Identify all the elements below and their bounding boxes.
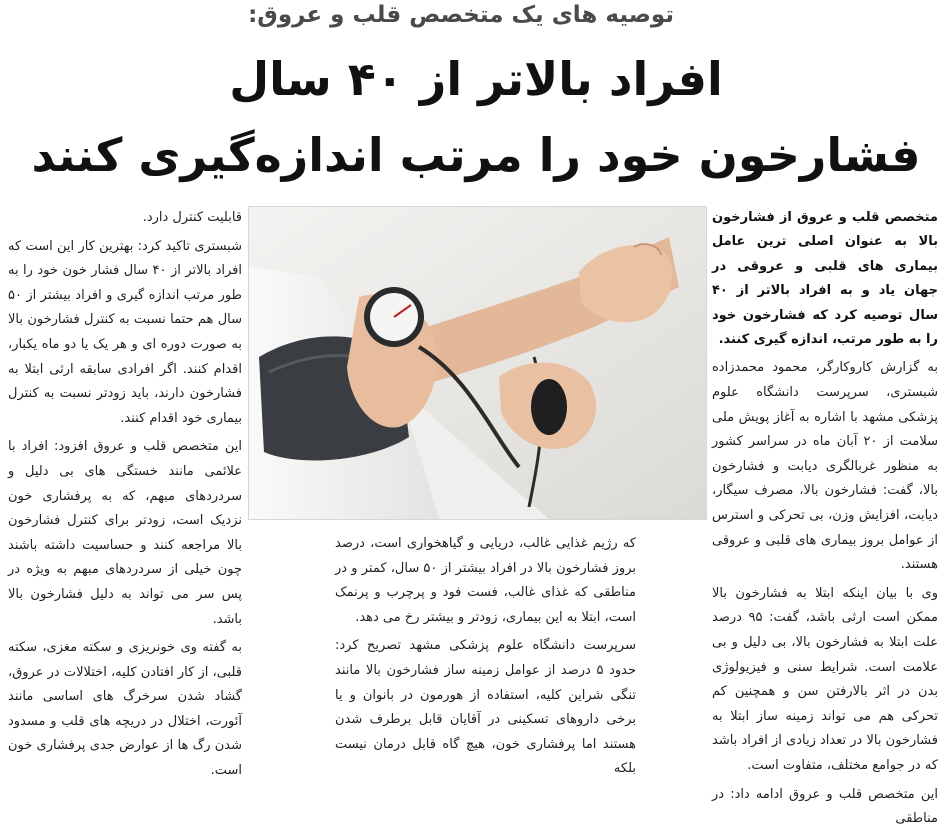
blood-pressure-measurement-photo	[249, 207, 706, 519]
paragraph: قابلیت کنترل دارد.	[142, 210, 242, 225]
article-lead: متخصص قلب و عروق از فشارخون بالا به عنوان اصلی ترین عامل بیماری های قلبی و عروقی در جهان یاد و به افراد بالاتر از ۴۰ سال توصیه کرد که فشارخون خود را به طور مرتب، اندازه گیری کنند.	[712, 210, 938, 348]
paragraph: شبستری تاکید کرد: بهترین کار این است که افراد بالاتر از ۴۰ سال فشار خون خود را به طور مرتب اندازه گیری و افراد بیشتر از ۵۰ سال هم حتما نسبت به کنترل فشارخون بالا به صورت دوره ای و هر یک یا دو ماه یکبار، اقدام کنند. اگر افرادی سابقه ارثی ابتلا به فشارخون دارند، باید زودتر نسبت به کنترل بیماری خود اقدام کنند.	[8, 238, 242, 426]
paragraph: به گفته وی خونریزی و سکته مغزی، سکته قلبی، از کار افتادن کلیه، اختلالات در عروق، گشاد شدن سرخرگ های اساسی مانند آئورت، اختلال در دریچه های قلب و مسدود شدن رگ ها از عوارض جدی پرفشاری خون است.	[8, 640, 242, 779]
paragraph: که رژیم غذایی غالب، دریایی و گیاهخواری است، درصد بروز فشارخون بالا در افراد بیشتر از ۵۰ سال، کمتر و در مناطقی که غذای غالب، فست فود و پرچرب و پرنمک است، ابتلا به این بیماری، زودتر و بیشتر رخ می دهد.	[335, 536, 636, 625]
paragraph: این متخصص قلب و عروق ادامه داد: در مناطقی	[712, 786, 938, 827]
headline-line-1: افراد بالاتر از ۴۰ سال	[229, 52, 723, 106]
paragraph: این متخصص قلب و عروق افزود: افراد با علائمی مانند خستگی های بی دلیل و سردردهای مبهم، که به پرفشاری خون نزدیک است، زودتر برای کنترل فشارخون بالا مراجعه کنند و حساسیت داشته باشند چون خیلی از سردردهای مبهم به ویژه در پس سر می تواند به دلیل فشارخون بالا باشد.	[8, 439, 242, 627]
paragraph: سرپرست دانشگاه علوم پزشکی مشهد تصریح کرد: حدود ۵ درصد از عوامل زمینه ساز فشارخون بالا مانند تنگی شراین کلیه، استفاده از هورمون در بانوان و یا برخی داروهای تسکینی در آقایان قابل برطرف شدن هستند اما پرفشاری خون، هیچ گاه قابل درمان نیست بلکه	[335, 638, 636, 777]
paragraph: به گزارش کاروکارگر، محمود محمدزاده شبستری، سرپرست دانشگاه علوم پزشکی مشهد با اشاره به آغاز پویش ملی سلامت از ۲۰ آبان ماه در سراسر کشور به منظور غربالگری دیابت و فشارخون بالا، گفت: فشارخون بالا، مصرف سیگار، دیابت، افزایش وزن، بی تحرکی و استرس از عوامل بروز بیماری های قلبی و عروقی هستند.	[712, 360, 938, 573]
paragraph: وی با بیان اینکه ابتلا به فشارخون بالا ممکن است ارثی باشد، گفت: ۹۵ درصد علت ابتلا به فشارخون بالا، بی دلیل و بی علامت است. شرایط سنی و فیزیولوژی بدن در اثر بالارفتن سن و همچنین کم تحرکی هم می تواند زمینه ساز ابتلا به فشارخون بالا در تعداد زیادی از افراد باشد که در جوامع مختلف، متفاوت است.	[712, 585, 939, 773]
article-column-2	[335, 532, 636, 809]
article-photo	[249, 207, 706, 519]
article-column-1	[712, 206, 939, 827]
article-kicker: توصیه های یک متخصص قلب و عروق:	[248, 2, 674, 28]
article-column-3	[8, 206, 242, 809]
headline-line-2: فشارخون خود را مرتب اندازه‌گیری کنند	[31, 128, 921, 182]
